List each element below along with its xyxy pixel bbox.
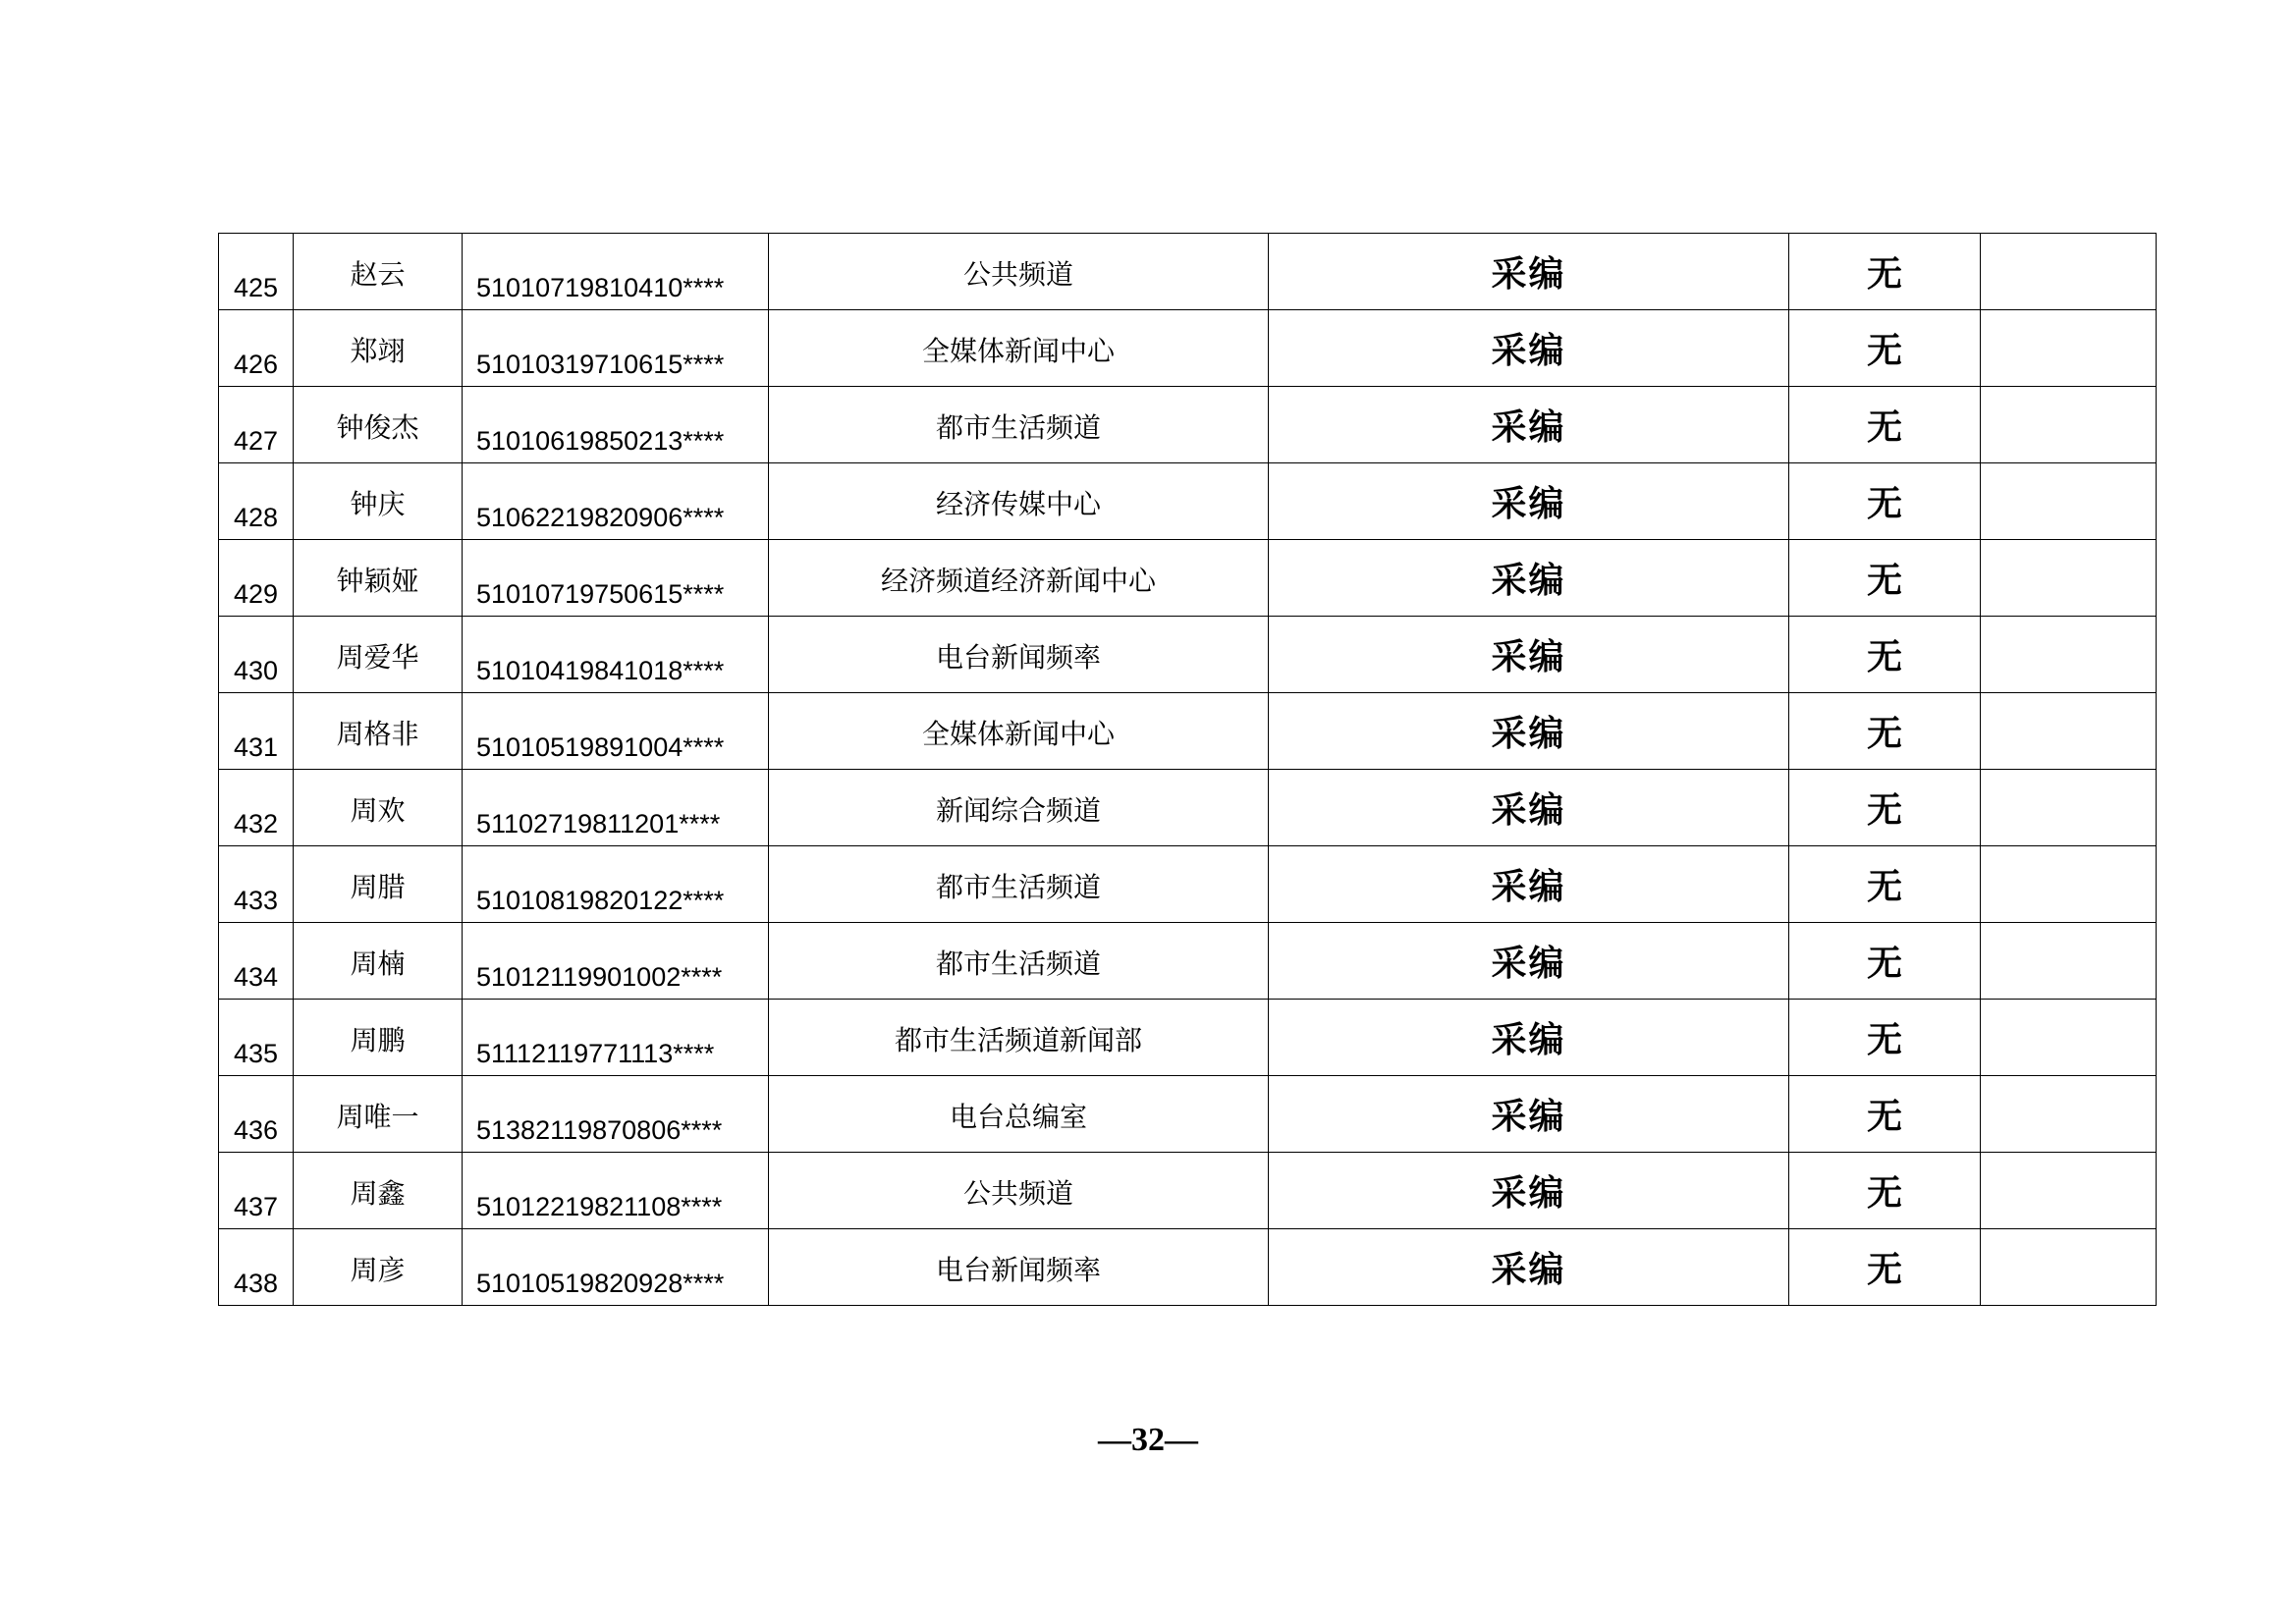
note-cell	[1981, 1076, 2157, 1153]
department-cell: 新闻综合频道	[769, 770, 1269, 846]
id-number-cell: 51012119901002****	[463, 923, 769, 1000]
note-cell	[1981, 540, 2157, 617]
row-number-cell: 427	[219, 387, 294, 463]
row-number-cell: 435	[219, 1000, 294, 1076]
row-number-cell: 430	[219, 617, 294, 693]
id-number-cell: 51010819820122****	[463, 846, 769, 923]
table-row	[219, 846, 2157, 923]
table-row	[219, 693, 2157, 770]
certificate-cell: 无	[1789, 540, 1981, 617]
id-number-cell: 51010719810410****	[463, 234, 769, 310]
note-cell	[1981, 846, 2157, 923]
department-cell: 全媒体新闻中心	[769, 310, 1269, 387]
name-cell: 周楠	[294, 923, 463, 1000]
note-cell	[1981, 693, 2157, 770]
name-cell: 周欢	[294, 770, 463, 846]
id-number-cell: 51010419841018****	[463, 617, 769, 693]
note-cell	[1981, 387, 2157, 463]
department-cell: 都市生活频道	[769, 846, 1269, 923]
id-number-cell: 51012219821108****	[463, 1153, 769, 1229]
certificate-cell: 无	[1789, 387, 1981, 463]
page-number: —32—	[1098, 1422, 1198, 1458]
department-cell: 电台新闻频率	[769, 617, 1269, 693]
role-cell: 采编	[1269, 540, 1789, 617]
id-number-cell: 51010519891004****	[463, 693, 769, 770]
table-row	[219, 234, 2157, 310]
name-cell: 周爱华	[294, 617, 463, 693]
row-number-cell: 431	[219, 693, 294, 770]
department-cell: 都市生活频道	[769, 923, 1269, 1000]
row-number-cell: 425	[219, 234, 294, 310]
table-row	[219, 923, 2157, 1000]
note-cell	[1981, 463, 2157, 540]
note-cell	[1981, 1229, 2157, 1306]
id-number-cell: 51010319710615****	[463, 310, 769, 387]
row-number-cell: 432	[219, 770, 294, 846]
department-cell: 经济传媒中心	[769, 463, 1269, 540]
id-number-cell: 51102719811201****	[463, 770, 769, 846]
certificate-cell: 无	[1789, 1229, 1981, 1306]
role-cell: 采编	[1269, 1000, 1789, 1076]
table-row	[219, 310, 2157, 387]
certificate-cell: 无	[1789, 693, 1981, 770]
certificate-cell: 无	[1789, 1000, 1981, 1076]
row-number-cell: 436	[219, 1076, 294, 1153]
role-cell: 采编	[1269, 923, 1789, 1000]
name-cell: 钟颖娅	[294, 540, 463, 617]
department-cell: 公共频道	[769, 234, 1269, 310]
name-cell: 周格非	[294, 693, 463, 770]
certificate-cell: 无	[1789, 770, 1981, 846]
certificate-cell: 无	[1789, 1153, 1981, 1229]
id-number-cell: 51062219820906****	[463, 463, 769, 540]
row-number-cell: 434	[219, 923, 294, 1000]
role-cell: 采编	[1269, 1076, 1789, 1153]
role-cell: 采编	[1269, 310, 1789, 387]
certificate-cell: 无	[1789, 617, 1981, 693]
department-cell: 公共频道	[769, 1153, 1269, 1229]
id-number-cell: 51010619850213****	[463, 387, 769, 463]
certificate-cell: 无	[1789, 1076, 1981, 1153]
id-number-cell: 51010519820928****	[463, 1229, 769, 1306]
name-cell: 赵云	[294, 234, 463, 310]
id-number-cell: 51382119870806****	[463, 1076, 769, 1153]
role-cell: 采编	[1269, 693, 1789, 770]
role-cell: 采编	[1269, 387, 1789, 463]
note-cell	[1981, 1000, 2157, 1076]
department-cell: 全媒体新闻中心	[769, 693, 1269, 770]
name-cell: 郑翊	[294, 310, 463, 387]
row-number-cell: 428	[219, 463, 294, 540]
personnel-table	[218, 233, 2157, 1306]
table-row	[219, 770, 2157, 846]
note-cell	[1981, 617, 2157, 693]
table-row	[219, 1229, 2157, 1306]
name-cell: 周彦	[294, 1229, 463, 1306]
id-number-cell: 51112119771113****	[463, 1000, 769, 1076]
department-cell: 电台总编室	[769, 1076, 1269, 1153]
row-number-cell: 433	[219, 846, 294, 923]
certificate-cell: 无	[1789, 234, 1981, 310]
row-number-cell: 437	[219, 1153, 294, 1229]
name-cell: 周鑫	[294, 1153, 463, 1229]
role-cell: 采编	[1269, 1229, 1789, 1306]
note-cell	[1981, 234, 2157, 310]
role-cell: 采编	[1269, 1153, 1789, 1229]
table-row	[219, 617, 2157, 693]
name-cell: 周唯一	[294, 1076, 463, 1153]
certificate-cell: 无	[1789, 923, 1981, 1000]
table-row	[219, 463, 2157, 540]
table-row	[219, 1153, 2157, 1229]
role-cell: 采编	[1269, 617, 1789, 693]
table-row	[219, 387, 2157, 463]
department-cell: 都市生活频道新闻部	[769, 1000, 1269, 1076]
name-cell: 周鹏	[294, 1000, 463, 1076]
table-row	[219, 1076, 2157, 1153]
row-number-cell: 429	[219, 540, 294, 617]
name-cell: 钟俊杰	[294, 387, 463, 463]
role-cell: 采编	[1269, 234, 1789, 310]
certificate-cell: 无	[1789, 463, 1981, 540]
note-cell	[1981, 310, 2157, 387]
id-number-cell: 51010719750615****	[463, 540, 769, 617]
row-number-cell: 438	[219, 1229, 294, 1306]
role-cell: 采编	[1269, 846, 1789, 923]
personnel-table-body	[219, 234, 2157, 1306]
table-row	[219, 540, 2157, 617]
row-number-cell: 426	[219, 310, 294, 387]
role-cell: 采编	[1269, 770, 1789, 846]
table-row	[219, 1000, 2157, 1076]
note-cell	[1981, 923, 2157, 1000]
name-cell: 周腊	[294, 846, 463, 923]
role-cell: 采编	[1269, 463, 1789, 540]
certificate-cell: 无	[1789, 310, 1981, 387]
department-cell: 经济频道经济新闻中心	[769, 540, 1269, 617]
department-cell: 电台新闻频率	[769, 1229, 1269, 1306]
note-cell	[1981, 1153, 2157, 1229]
note-cell	[1981, 770, 2157, 846]
name-cell: 钟庆	[294, 463, 463, 540]
department-cell: 都市生活频道	[769, 387, 1269, 463]
certificate-cell: 无	[1789, 846, 1981, 923]
